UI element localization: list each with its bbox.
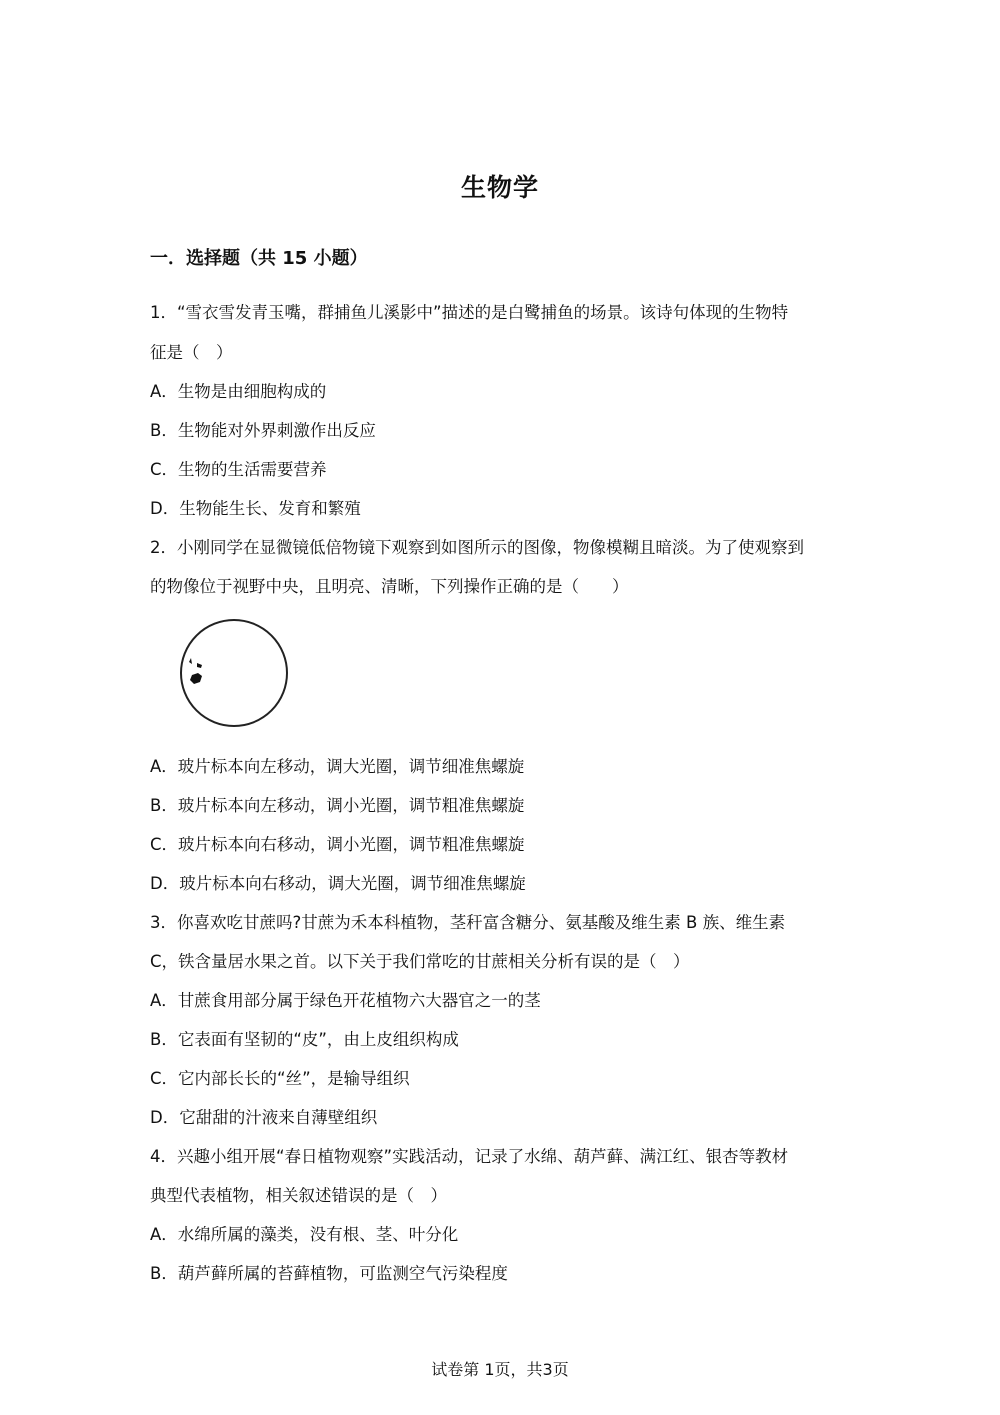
q4-option-a: A．水绵所属的藻类，没有根、茎、叶分化 [150,1225,459,1244]
q1-option-b: B．生物能对外界刺激作出反应 [150,421,376,440]
q3-option-d: D．它甜甜的汁液来自薄壁组织 [150,1108,378,1127]
q3-option-b: B．它表面有坚韧的“皮”，由上皮组织构成 [150,1030,459,1049]
q4-stem-line-1: 4．兴趣小组开展“春日植物观察”实践活动，记录了水绵、葫芦藓、满江红、银杏等教材 [150,1147,789,1166]
q1-option-c: C．生物的生活需要营养 [150,460,327,479]
q1-stem-line-2: 征是（ ） [150,343,233,362]
microscope-field-of-view [178,618,292,730]
section-heading: 一．选择题（共 15 小题） [150,248,368,269]
q1-option-d: D．生物能生长、发育和繁殖 [150,499,361,518]
page-title: 生物学 [460,173,539,202]
q2-option-a: A．玻片标本向左移动，调大光圈，调节细准焦螺旋 [150,757,525,776]
q2-stem-line-2: 的物像位于视野中央，且明亮、清晰，下列操作正确的是（ ） [150,577,629,596]
q1-option-a: A．生物是由细胞构成的 [150,382,327,401]
q4-stem-line-2: 典型代表植物，相关叙述错误的是（ ） [150,1186,447,1205]
q3-option-a: A．甘蔗食用部分属于绿色开花植物六大器官之一的茎 [150,991,541,1010]
q3-stem-line-1: 3．你喜欢吃甘蔗吗?甘蔗为禾本科植物，茎秆富含糖分、氨基酸及维生素 B 族、维生素 [150,913,786,932]
q1-stem-line-1: 1．“雪衣雪发青玉嘴，群捕鱼儿溪影中”描述的是白鹭捕鱼的场景。该诗句体现的生物特 [150,303,789,322]
q2-option-d: D．玻片标本向右移动，调大光圈，调节细准焦螺旋 [150,874,526,893]
microscope-field-figure [178,618,292,730]
field-of-view-circle [181,620,287,726]
q2-option-b: B．玻片标本向左移动，调小光圈，调节粗准焦螺旋 [150,796,525,815]
q3-stem-line-2: C，铁含量居水果之首。以下关于我们常吃的甘蔗相关分析有误的是（ ） [150,952,690,971]
q2-stem-line-1: 2．小刚同学在显微镜低倍物镜下观察到如图所示的图像，物像模糊且暗淡。为了使观察到 [150,538,804,557]
q4-option-b: B．葫芦藓所属的苔藓植物，可监测空气污染程度 [150,1264,508,1283]
q3-option-c: C．它内部长长的“丝”，是输导组织 [150,1069,410,1088]
page-footer: 试卷第 1页，共3页 [431,1360,569,1379]
q2-option-c: C．玻片标本向右移动，调小光圈，调节粗准焦螺旋 [150,835,525,854]
